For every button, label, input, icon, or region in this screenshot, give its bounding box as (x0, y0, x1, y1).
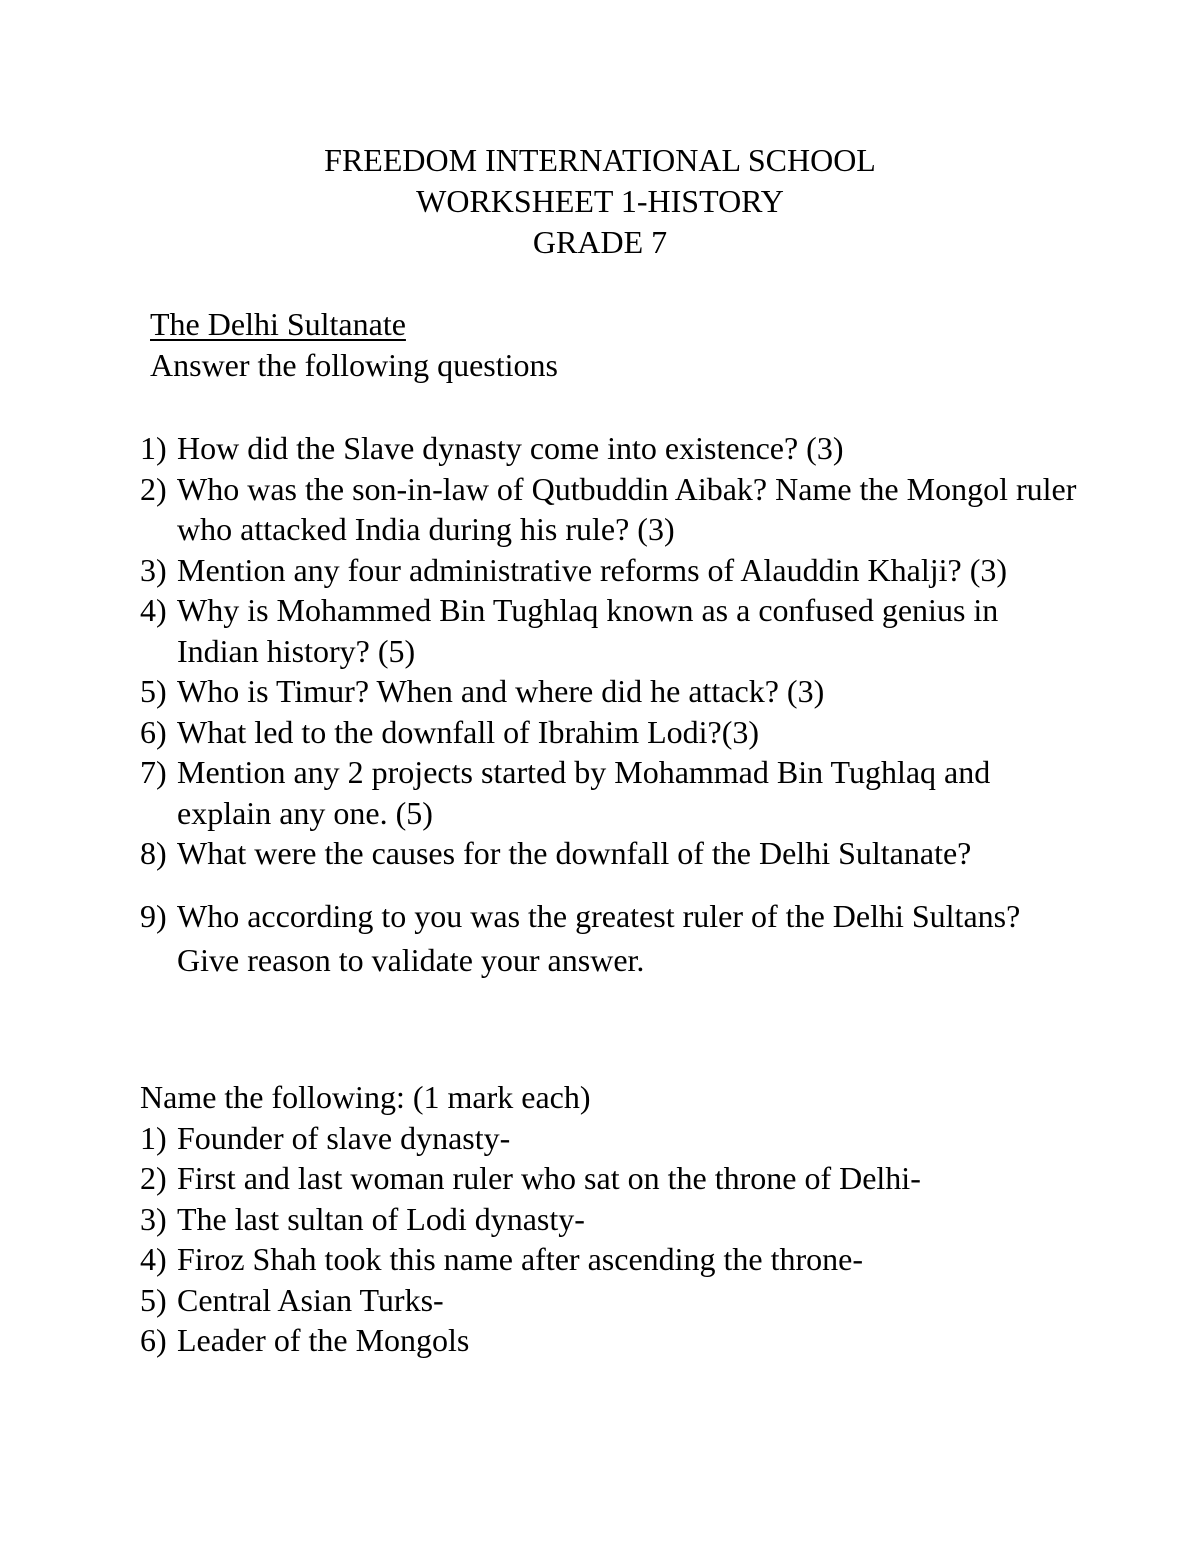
list-item (140, 1199, 1080, 1240)
question-item (140, 428, 1080, 469)
question-text: What led to the downfall of Ibrahim Lodi?(3) (177, 713, 760, 750)
name-the-following-section (140, 1077, 1080, 1361)
document-header (0, 140, 1200, 263)
item-number: 4) (140, 1241, 167, 1277)
question-text: Who according to you was the greatest ruler of the Delhi Sultans? Give reason to validate your answer. (177, 897, 1021, 978)
question-text: How did the Slave dynasty come into existence? (3) (177, 430, 844, 466)
list-item (140, 1118, 1080, 1159)
topic-title: The Delhi Sultanate (150, 306, 406, 342)
grade-label: GRADE 7 (532, 224, 668, 260)
question-number: 5) (140, 673, 167, 709)
instruction-text: Answer the following questions (150, 347, 558, 383)
topic-block (150, 304, 558, 386)
question-number: 3) (140, 551, 167, 588)
question-text: Mention any 2 projects started by Mohammad Bin Tughlaq and explain any one. (5) (177, 754, 991, 831)
item-text: First and last woman ruler who sat on the throne of Delhi- (177, 1160, 921, 1196)
question-item (140, 752, 1080, 833)
question-number: 6) (140, 713, 167, 750)
question-number: 8) (140, 835, 167, 871)
item-number: 5) (140, 1281, 167, 1318)
list-item (140, 1158, 1080, 1199)
question-item (140, 712, 1080, 753)
item-text: Founder of slave dynasty- (177, 1119, 511, 1156)
question-number: 4) (140, 592, 167, 628)
question-text: Why is Mohammed Bin Tughlaq known as a confused genius in Indian history? (5) (177, 592, 999, 669)
item-text: The last sultan of Lodi dynasty- (177, 1200, 585, 1237)
question-number: 1) (140, 430, 167, 466)
worksheet-title: WORKSHEET 1-HISTORY (416, 183, 784, 219)
question-item (140, 894, 1080, 982)
question-text: Who is Timur? When and where did he attack? (3) (177, 673, 825, 709)
item-number: 6) (140, 1322, 167, 1358)
question-list (140, 428, 1080, 982)
item-text: Central Asian Turks- (177, 1281, 444, 1318)
list-item (140, 1239, 1080, 1280)
question-number: 7) (140, 754, 167, 790)
question-item (140, 550, 1080, 591)
question-text: What were the causes for the downfall of the Delhi Sultanate? (177, 835, 972, 871)
item-text: Leader of the Mongols (177, 1322, 470, 1358)
question-item (140, 833, 1080, 874)
question-text: Who was the son-in-law of Qutbuddin Aibak? Name the Mongol ruler who attacked India during his rule? (3) (177, 470, 1077, 547)
item-number: 1) (140, 1119, 167, 1156)
school-name: FREEDOM INTERNATIONAL SCHOOL (324, 142, 876, 178)
question-text: Mention any four administrative reforms of Alauddin Khalji? (3) (177, 551, 1008, 588)
section-heading: Name the following: (1 mark each) (140, 1079, 591, 1115)
item-number: 3) (140, 1200, 167, 1237)
question-number: 9) (140, 897, 167, 934)
list-item (140, 1320, 1080, 1361)
item-text: Firoz Shah took this name after ascending the throne- (177, 1241, 864, 1277)
list-item (140, 1280, 1080, 1321)
question-item (140, 590, 1080, 671)
question-number: 2) (140, 470, 167, 507)
question-item (140, 671, 1080, 712)
item-number: 2) (140, 1160, 167, 1196)
question-item (140, 469, 1080, 550)
